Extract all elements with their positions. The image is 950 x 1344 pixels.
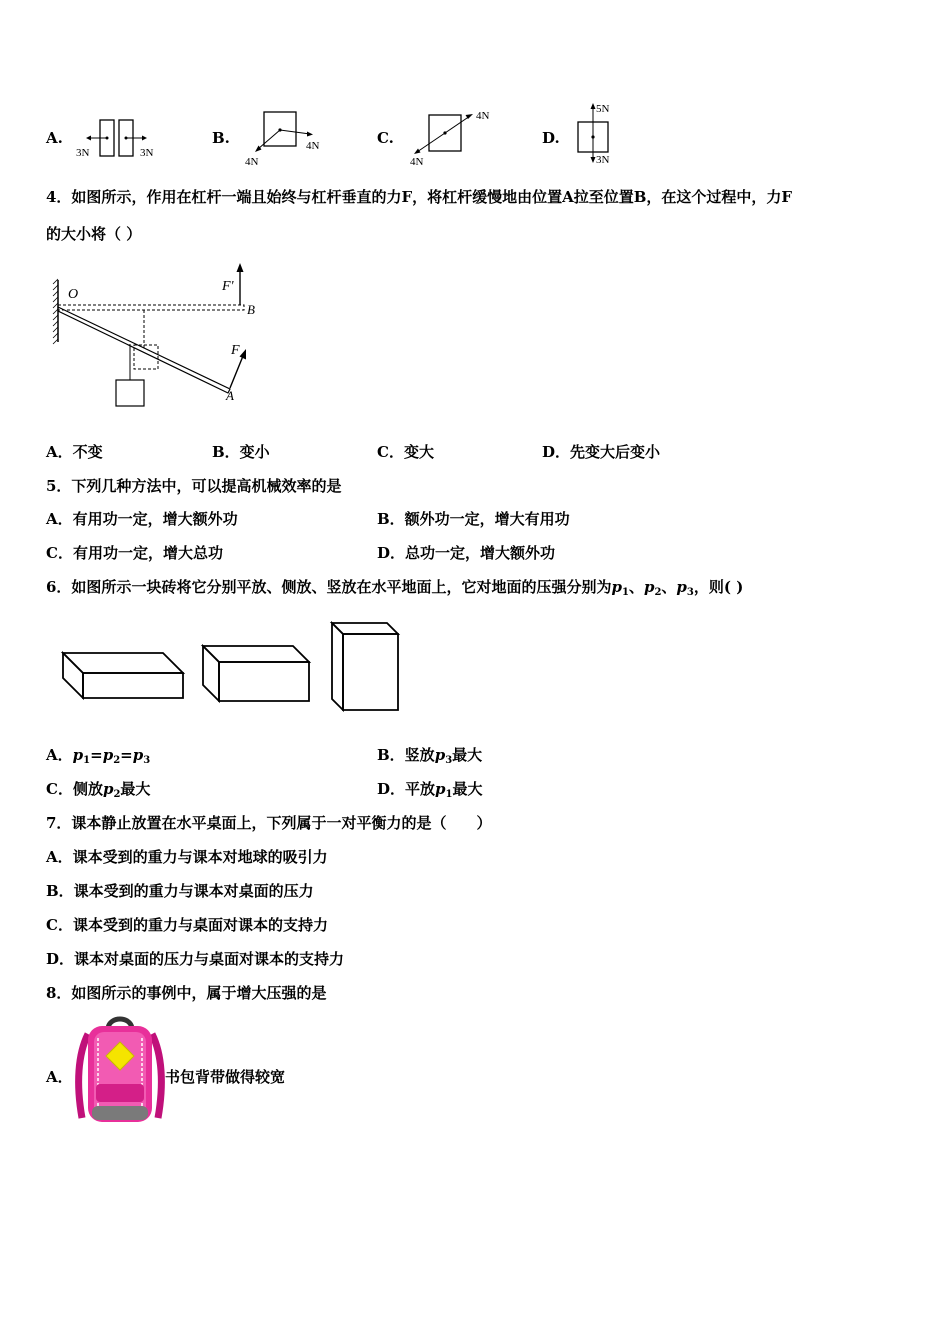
label-f-prime: F' [222,279,234,294]
q3-option-c-label: C. [377,129,394,147]
q7-option-d: D．课本对桌面的压力与桌面对课本的支持力 [46,950,345,968]
q3-diagram-a [70,112,170,162]
q5-option-d: D．总功一定，增大额外功 [377,544,556,562]
q5-stem: 5．下列几种方法中，可以提高机械效率的是 [46,477,342,495]
q3-diagram-b [240,105,340,170]
q6-bricks-figure [55,615,435,720]
q7-option-b: B．课本受到的重力与课本对桌面的压力 [46,882,314,900]
q6-option-d: D．平放$p_1$最大 [377,780,483,800]
label-b: B [247,302,255,317]
q6-option-b: B．竖放$p_3$最大 [377,746,483,766]
q3-option-b-label: B. [212,129,230,147]
q4-option-a: A．不变 [46,443,103,461]
q7-option-a: A．课本受到的重力与课本对地球的吸引力 [46,848,328,866]
q3-d-force-down: 3N [596,154,610,166]
q4-option-c: C．变大 [377,443,434,461]
backpack-image [74,1014,166,1128]
q3-a-force-right: 3N [140,147,154,159]
q7-option-c: C．课本受到的重力与桌面对课本的支持力 [46,916,328,934]
q5-option-c: C．有用功一定，增大总功 [46,544,223,562]
q8-option-a-text: 书包背带做得较宽 [165,1068,286,1086]
q4-lever-figure [50,260,270,415]
q3-c-force-2: 4N [410,156,424,168]
label-o: O [68,287,79,302]
brick-side [203,646,309,701]
weight-block [116,380,144,406]
q3-b-force-2: 4N [306,140,320,152]
q6-option-c: C．侧放$p_2$最大 [46,780,151,800]
q3-option-a-label: A. [46,129,63,147]
q3-a-force-left: 3N [76,147,90,159]
q3-d-force-up: 5N [596,103,610,115]
q5-option-a: A．有用功一定，增大额外功 [46,510,238,528]
q3-diagram-c [405,103,505,168]
q3-option-d-label: D. [542,129,560,147]
q6-stem: 6．如图所示一块砖将它分别平放、侧放、竖放在水平地面上，它对地面的压强分别为$p_1$、$p_2$、$p_3$，则( ) [46,578,744,598]
q7-stem: 7．课本静止放置在水平桌面上，下列属于一对平衡力的是（ ） [46,814,492,832]
q3-c-force-1: 4N [476,110,490,122]
label-a: A [226,388,234,403]
brick-upright [332,623,398,710]
q8-stem: 8．如图所示的事例中，属于增大压强的是 [46,984,327,1002]
q4-stem-line2: 的大小将（ ） [46,225,142,243]
brick-flat [63,653,183,698]
q4-stem-line1: 4．如图所示，作用在杠杆一端且始终与杠杆垂直的力F，将杠杆缓慢地由位置A拉至位置B，在这个过程中，力F [46,188,793,206]
label-f: F [231,343,240,358]
q8-option-a-label: A． [46,1068,73,1086]
q4-option-b: B．变小 [212,443,270,461]
q4-option-d: D．先变大后变小 [542,443,661,461]
q3-b-force-1: 4N [245,156,259,168]
q6-option-a: A．$p_1=p_2=p_3$ [46,746,151,766]
q3-diagram-d [570,100,630,170]
q5-option-b: B．额外功一定，增大有用功 [377,510,570,528]
